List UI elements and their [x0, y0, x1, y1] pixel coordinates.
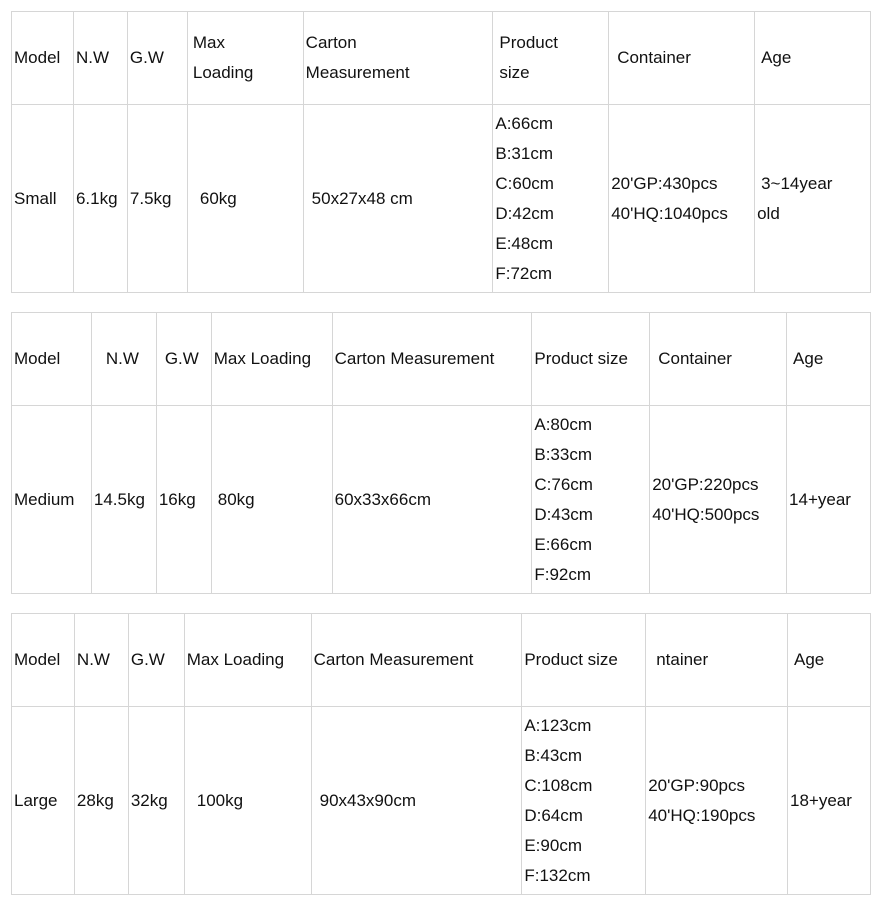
cell-product-size [532, 406, 650, 594]
header-max-loading: Max Loading [187, 12, 303, 105]
cell-nw: 28kg [74, 707, 128, 895]
age-line-1: 14+year [789, 489, 851, 509]
header-carton-measurement: Carton Measurement [303, 12, 493, 105]
header-nw: N.W [91, 313, 156, 406]
header-product-size: Product size [493, 12, 609, 105]
size-a: A:80cm [534, 414, 592, 434]
cell-model: Small [12, 105, 74, 293]
header-model: Model [12, 614, 75, 707]
cell-model: Large [12, 707, 75, 895]
age-line-1: 3~14year [761, 173, 833, 193]
header-model: Model [12, 12, 74, 105]
header-container: Container [609, 12, 755, 105]
header-age: Age [788, 614, 871, 707]
header-carton-measurement: Carton Measurement [311, 614, 522, 707]
header-carton-measurement: Carton Measurement [332, 313, 532, 406]
cell-age [788, 707, 871, 895]
table-row [12, 707, 871, 895]
header-age: Age [787, 313, 871, 406]
cell-max-loading: 80kg [211, 406, 332, 594]
header-model: Model [12, 313, 92, 406]
cell-model: Medium [12, 406, 92, 594]
cell-product-size [493, 105, 609, 293]
container-40hq: 40'HQ:190pcs [648, 805, 756, 825]
header-product-size: Product size [522, 614, 646, 707]
header-age: Age [755, 12, 871, 105]
cell-max-loading: 100kg [184, 707, 311, 895]
header-row [12, 12, 871, 105]
header-row [12, 614, 871, 707]
cell-age [787, 406, 871, 594]
size-c: C:108cm [524, 775, 593, 795]
size-c: C:76cm [534, 474, 593, 494]
cell-nw: 14.5kg [91, 406, 156, 594]
size-a: A:66cm [495, 113, 554, 133]
header-gw: G.W [127, 12, 187, 105]
cell-carton: 90x43x90cm [311, 707, 522, 895]
size-f: F:72cm [495, 263, 553, 283]
cell-gw: 16kg [156, 406, 211, 594]
header-row [12, 313, 871, 406]
size-e: E:48cm [495, 233, 554, 253]
size-d: D:64cm [524, 805, 583, 825]
header-container: Container [650, 313, 787, 406]
cell-max-loading: 60kg [187, 105, 303, 293]
size-a: A:123cm [524, 715, 592, 735]
cell-container [609, 105, 755, 293]
header-nw: N.W [73, 12, 127, 105]
size-e: E:90cm [524, 835, 582, 855]
spec-table-small [11, 11, 871, 293]
age-line-2: old [757, 203, 780, 223]
header-product-size: Product size [532, 313, 650, 406]
container-20gp: 20'GP:220pcs [652, 474, 759, 494]
header-max-loading: Max Loading [184, 614, 311, 707]
size-d: D:43cm [534, 504, 593, 524]
size-f: F:132cm [524, 865, 591, 885]
cell-product-size [522, 707, 646, 895]
table-row [12, 406, 871, 594]
size-e: E:66cm [534, 534, 592, 554]
size-d: D:42cm [495, 203, 554, 223]
header-gw: G.W [156, 313, 211, 406]
size-f: F:92cm [534, 564, 592, 584]
cell-nw: 6.1kg [73, 105, 127, 293]
spec-table-large [11, 613, 871, 895]
cell-gw: 7.5kg [127, 105, 187, 293]
age-line-1: 18+year [790, 790, 852, 810]
size-b: B:43cm [524, 745, 582, 765]
header-max-loading: Max Loading [211, 313, 332, 406]
size-c: C:60cm [495, 173, 554, 193]
container-40hq: 40'HQ:500pcs [652, 504, 760, 524]
spec-table-medium [11, 312, 871, 594]
cell-container [646, 707, 788, 895]
header-gw: G.W [128, 614, 184, 707]
table-row [12, 105, 871, 293]
size-b: B:31cm [495, 143, 554, 163]
cell-container [650, 406, 787, 594]
header-container: ntainer [646, 614, 788, 707]
container-40hq: 40'HQ:1040pcs [611, 203, 728, 223]
container-20gp: 20'GP:430pcs [611, 173, 718, 193]
container-20gp: 20'GP:90pcs [648, 775, 745, 795]
cell-age [755, 105, 871, 293]
cell-carton: 60x33x66cm [332, 406, 532, 594]
size-b: B:33cm [534, 444, 592, 464]
cell-gw: 32kg [128, 707, 184, 895]
cell-carton: 50x27x48 cm [303, 105, 493, 293]
header-nw: N.W [74, 614, 128, 707]
